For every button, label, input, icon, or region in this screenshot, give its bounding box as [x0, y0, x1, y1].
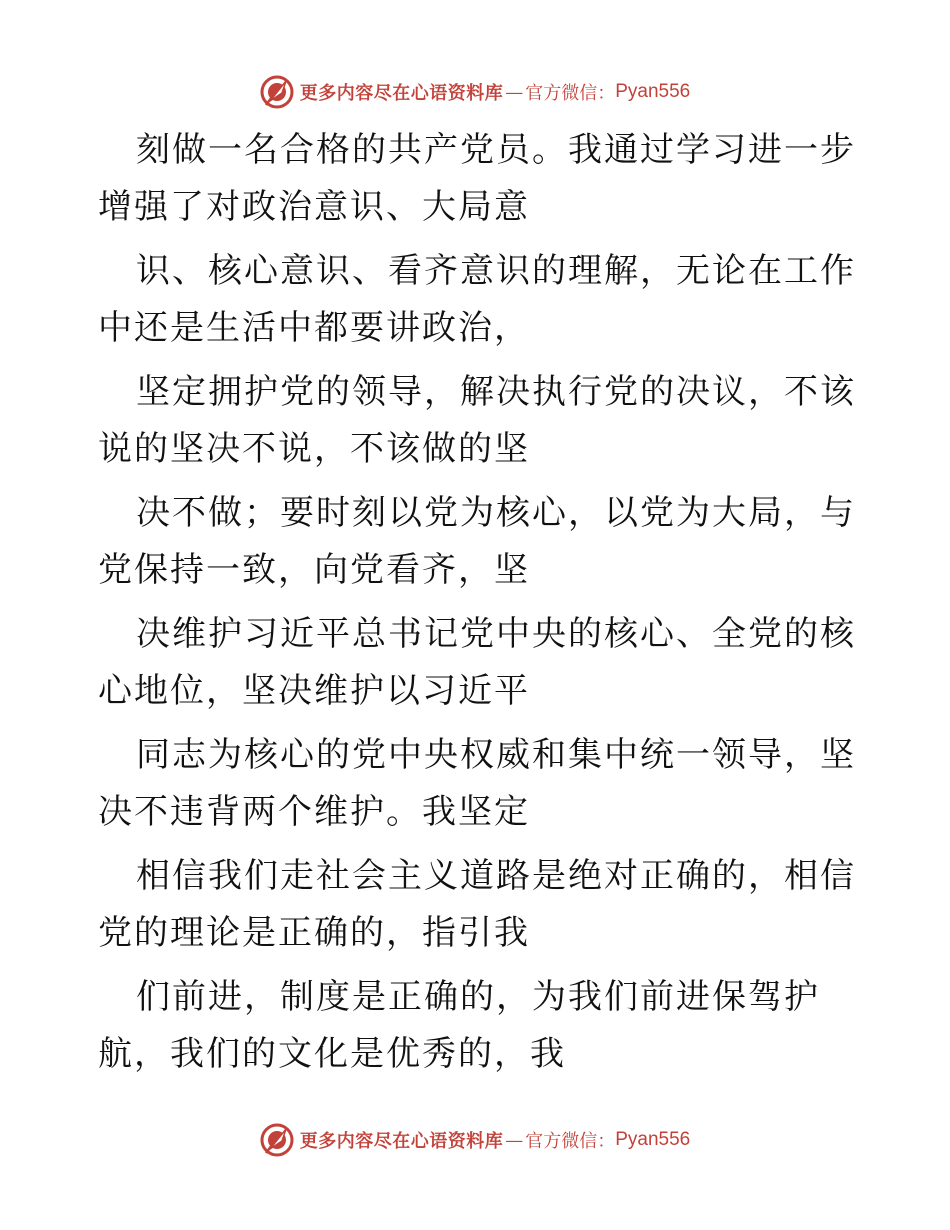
footer-contact-id: Pyan556 [615, 1129, 691, 1150]
paragraph: 相信我们走社会主义道路是绝对正确的，相信党的理论是正确的，指引我 [98, 856, 856, 953]
paragraph: 坚定拥护党的领导，解决执行党的决议，不该说的坚决不说，不该做的坚 [98, 372, 856, 469]
quill-logo-icon [260, 75, 294, 109]
footer-dash: — [505, 1129, 524, 1151]
footer-contact-label: 官方微信： [525, 1131, 616, 1152]
document-body [98, 122, 858, 1090]
paragraph: 刻做一名合格的共产党员。我通过学习进一步增强了对政治意识、大局意 [98, 130, 856, 227]
footer-site-text: 更多内容尽在心语资料库 [299, 1131, 504, 1152]
quill-logo-icon [260, 1123, 294, 1157]
paragraph: 决不做；要时刻以党为核心，以党为大局，与党保持一致，向党看齐，坚 [98, 493, 856, 590]
header-contact-id: Pyan556 [615, 81, 691, 102]
header-site-text: 更多内容尽在心语资料库 [299, 83, 504, 104]
paragraph: 们前进，制度是正确的，为我们前进保驾护航，我们的文化是优秀的，我 [98, 977, 820, 1074]
footer-banner [0, 1120, 950, 1160]
paragraph: 识、核心意识、看齐意识的理解，无论在工作中还是生活中都要讲政治， [98, 251, 856, 348]
header-banner [0, 72, 950, 112]
header-contact-label: 官方微信： [525, 83, 616, 104]
paragraph: 决维护习近平总书记党中央的核心、全党的核心地位，坚决维护以习近平 [98, 614, 856, 711]
header-dash: — [505, 81, 524, 103]
paragraph: 同志为核心的党中央权威和集中统一领导，坚决不违背两个维护。我坚定 [98, 735, 856, 832]
